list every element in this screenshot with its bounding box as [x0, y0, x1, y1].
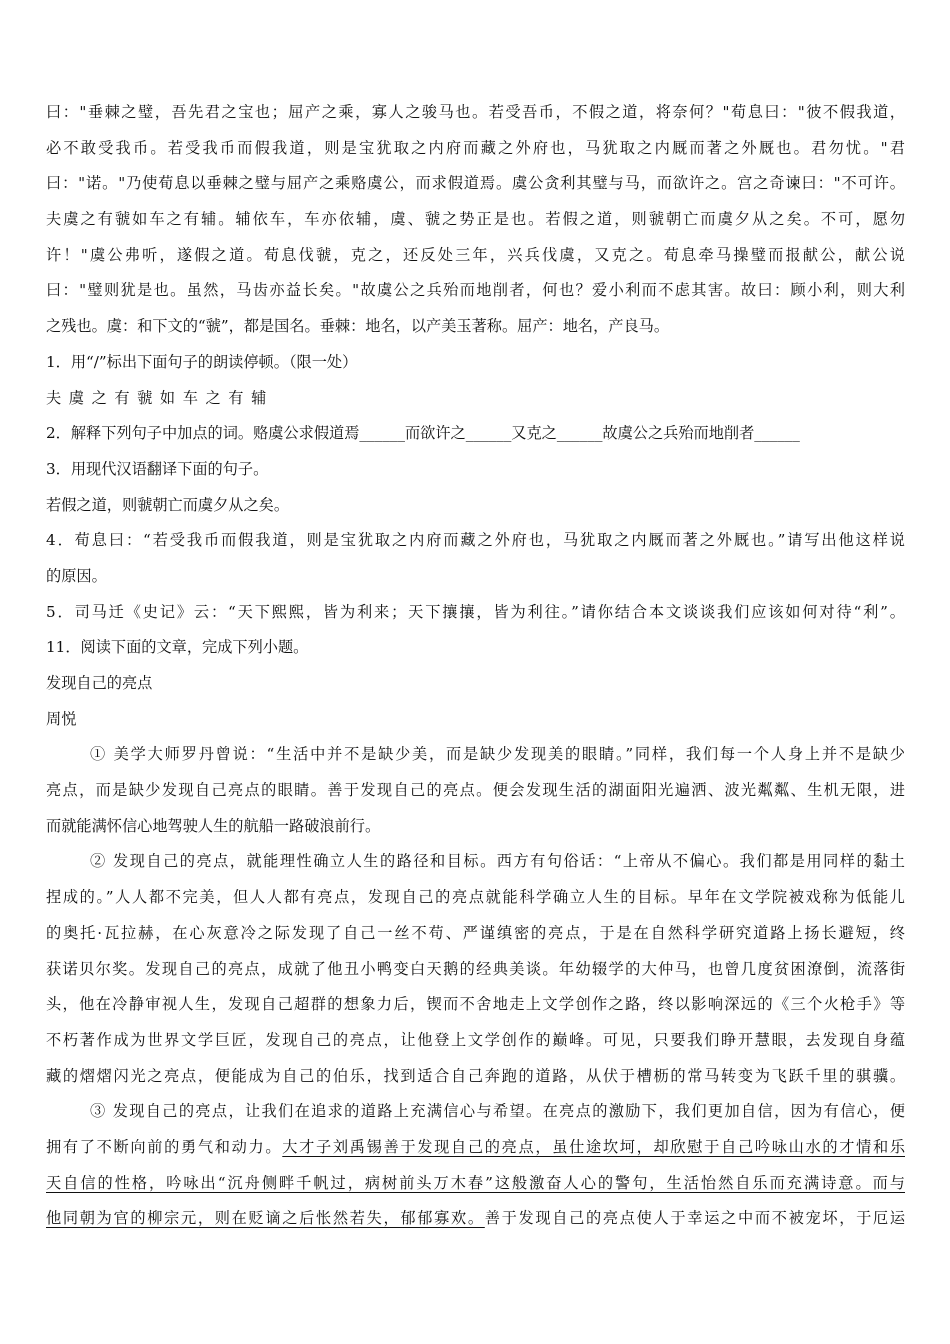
article-line: ① 美学大师罗丹曾说：“生活中并不是缺少美，而是缺少发现美的眼睛。”同样，我们每一个人身上并不是缺少 [90, 745, 905, 764]
document-page [46, 95, 905, 1237]
article-line: 获诺贝尔奖。发现自己的亮点，成就了他丑小鸭变白天鹅的经典美谈。年幼辍学的大仲马，也曾几度贫困潦倒，流落街 [46, 959, 905, 978]
passage-line: 夫虞之有虢如车之有辅。辅依车，车亦依辅，虞、虢之势正是也。若假之道，则虢朝亡而虞夕从之矣。不可，愿勿 [46, 210, 905, 229]
article-line: 头，他在冷静审视人生，发现自己超群的想象力后，锲而不舍地走上文学创作之路，终以影响深远的《三个火枪手》等 [46, 995, 905, 1014]
article-line [46, 1130, 905, 1166]
article-line: ③ 发现自己的亮点，让我们在追求的道路上充满信心与希望。在亮点的激励下，我们更加自信，因为有信心，便 [90, 1102, 905, 1121]
question-2: 2．解释下列句子中加点的词。赂虞公求假道焉______而欲许之______又克之______故虞公之兵殆而地削者______ [46, 424, 800, 443]
passage-line: 必不敢受我币。若受我币而假我道，则是宝犹取之内府而藏之外府也，马犹取之内厩而著之外厩也。君勿忧。"君 [46, 138, 905, 157]
article-line [46, 1201, 905, 1237]
question-4-cont: 的原因。 [46, 566, 107, 585]
passage-line: 之残也。虞：和下文的“虢”，都是国名。垂棘：地名，以产美玉著称。屈产：地名，产良马。 [46, 317, 670, 336]
article-author: 周悦 [46, 709, 77, 728]
article-line: 的奥托·瓦拉赫，在心灰意冷之际发现了自己一丝不苟、严谨缜密的亮点，于是在自然科学研究道路上扬长避短，终 [46, 923, 905, 942]
article-line: 捏成的。”人人都不完美，但人人都有亮点，发现自己的亮点就能科学确立人生的目标。早年在文学院被戏称为低能儿 [46, 888, 905, 907]
passage-line: 许！"虞公弗听，遂假之道。荀息伐虢，克之，还反处三年，兴兵伐虞，又克之。荀息牵马操璧而报献公，献公说 [46, 245, 905, 264]
question-4: 4．荀息曰：“若受我币而假我道，则是宝犹取之内府而藏之外府也，马犹取之内厩而著之外厩也。”请写出他这样说 [46, 531, 905, 550]
article-text: 拥有了不断向前的勇气和动力。 [46, 1137, 283, 1156]
question-3-sentence: 若假之道，则虢朝亡而虞夕从之矣。 [46, 495, 289, 514]
underlined-text: 天自信的性格，吟咏出“沉舟侧畔千帆过，病树前头万木春”这般激奋人心的警句，生活怡然自乐而充满诗意。而与 [46, 1173, 905, 1192]
article-title: 发现自己的亮点 [46, 674, 153, 692]
article-line: 不朽著作成为世界文学巨匠，发现自己的亮点，让他登上文学创作的巅峰。可见，只要我们睁开慧眼，去发现自身蕴 [46, 1030, 905, 1049]
question-3: 3．用现代汉语翻译下面的句子。 [46, 459, 269, 478]
question-5: 5．司马迁《史记》云：“天下熙熙，皆为利来；天下攘攘，皆为利往。”请你结合本文谈谈我们应该如何对待“利”。 [46, 602, 905, 621]
article-line: ② 发现自己的亮点，就能理性确立人生的路径和目标。西方有句俗话：“上帝从不偏心。我们都是用同样的黏土 [90, 852, 905, 871]
underlined-text: 大才子刘禹锡善于发现自己的亮点，虽仕途坎坷，却欣慰于自己吟咏山水的才情和乐 [282, 1137, 905, 1156]
article-line: 藏的熠熠闪光之亮点，便能成为自己的伯乐，找到适合自己奔跑的道路，从伏于槽枥的常马转变为飞跃千里的骐骥。 [46, 1066, 905, 1085]
question-11: 11．阅读下面的文章，完成下列小题。 [46, 638, 309, 657]
article-text: 善于发现自己的亮点使人于幸运之中而不被宠坏，于厄运 [484, 1209, 905, 1228]
passage-line: 曰："垂棘之璧，吾先君之宝也；屈产之乘，寡人之骏马也。若受吾币，不假之道，将奈何？"荀息曰："彼不假我道， [46, 103, 905, 121]
passage-line: 曰："璧则犹是也。虽然，马齿亦益长矣。"故虞公之兵殆而地削者，何也？爱小利而不虑其害。故曰：顾小利，则大利 [46, 281, 905, 300]
article-line: 而就能满怀信心地驾驶人生的航船一路破浪前行。 [46, 816, 381, 835]
question-1: 1．用“/”标出下面句子的朗读停顿。（限一处） [46, 352, 358, 371]
passage-line: 曰："诺。"乃使荀息以垂棘之璧与屈产之乘赂虞公，而求假道焉。虞公贪利其璧与马，而欲许之。宫之奇谏曰："不可许。 [46, 174, 905, 193]
article-line [46, 1166, 905, 1202]
underlined-text: 他同朝为官的柳宗元，则在贬谪之后怅然若失，郁郁寡欢。 [46, 1209, 485, 1228]
question-1-sentence: 夫虞之有虢如车之有辅 [46, 388, 274, 407]
article-line: 亮点，而是缺少发现自己亮点的眼睛。善于发现自己的亮点。便会发现生活的湖面阳光遍洒、波光粼粼、生机无限，进 [46, 781, 905, 800]
